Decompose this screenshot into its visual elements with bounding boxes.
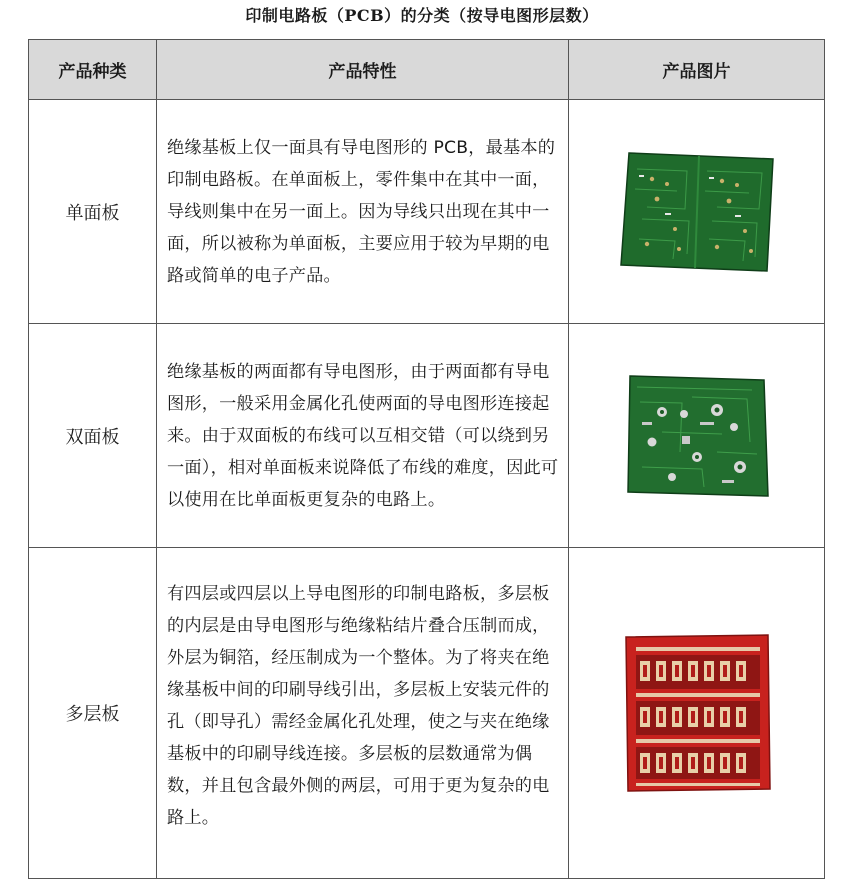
product-features-cell: 绝缘基板的两面都有导电图形，由于两面都有导电图形，一般采用金属化孔使两面的导电图形连接起来。由于双面板的布线可以互相交错（可以绕到另一面），相对单面板来说降低了布线的难度，因此可以使用在比单面板更复杂的电路上。 [157, 324, 569, 548]
product-image-cell [569, 100, 825, 324]
pcb-classification-table [28, 39, 825, 879]
product-type-cell: 多层板 [29, 548, 157, 879]
table-row [29, 548, 825, 879]
table-row [29, 324, 825, 548]
product-image-cell [569, 324, 825, 548]
red-multilayer-pcb-image [622, 633, 772, 793]
table-header-row [29, 40, 825, 100]
green-single-layer-pcb-image [617, 149, 777, 275]
green-double-layer-pcb-image [622, 372, 772, 500]
header-product-image: 产品图片 [569, 40, 825, 100]
product-type-cell: 单面板 [29, 100, 157, 324]
header-product-features: 产品特性 [157, 40, 569, 100]
header-product-type: 产品种类 [29, 40, 157, 100]
product-features-cell: 绝缘基板上仅一面具有导电图形的 PCB，最基本的印制电路板。在单面板上，零件集中在其中一面，导线则集中在另一面上。因为导线只出现在其中一面，所以被称为单面板，主要应用于较为早期的电路或简单的电子产品。 [157, 100, 569, 324]
document-title: 印制电路板（PCB）的分类（按导电图形层数） [245, 6, 599, 25]
product-features-cell: 有四层或四层以上导电图形的印制电路板，多层板的内层是由导电图形与绝缘粘结片叠合压制而成，外层为铜箔，经压制成为一个整体。为了将夹在绝缘基板中间的印刷导线引出，多层板上安装元件的孔（即导孔）需经金属化孔处理，使之与夹在绝缘基板中的印刷导线连接。多层板的层数通常为偶数，并且包含最外侧的两层，可用于更为复杂的电路上。 [157, 548, 569, 879]
table-row [29, 100, 825, 324]
product-type-cell: 双面板 [29, 324, 157, 548]
product-image-cell [569, 548, 825, 879]
